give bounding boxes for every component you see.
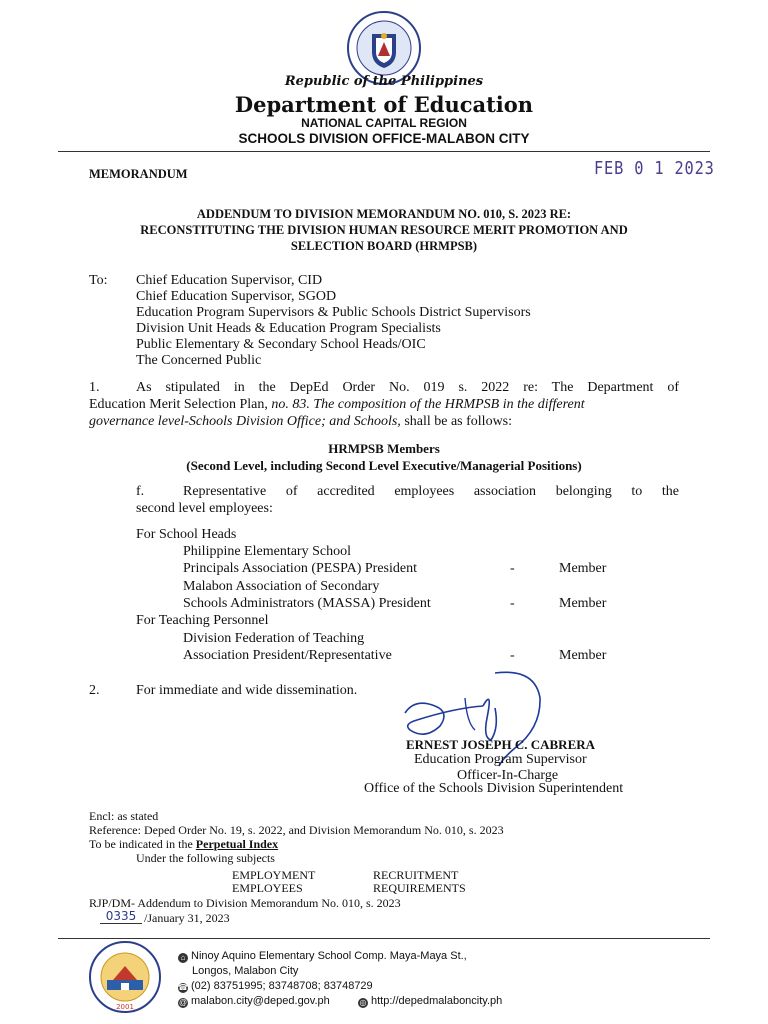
recipient-item: Education Program Supervisors & Public Schools District Supervisors [136,305,531,320]
email-link[interactable]: malabon.city@deped.gov.ph [191,995,330,1007]
date-stamp: FEB 0 1 2023 [594,158,715,179]
address-line-1: Ninoy Aquino Elementary School Comp. Maya-Maya St., [191,950,467,962]
phone-icon: ☎ [178,983,188,992]
footer-address-2: Longos, Malabon City [192,965,299,977]
globe-icon: ◎ [359,998,367,1007]
subjects-intro: Under the following subjects [136,851,275,865]
dash: - [510,561,515,576]
footer-website[interactable] [358,994,502,1008]
office-heading: SCHOOLS DIVISION OFFICE-MALABON CITY [238,131,530,146]
recipient-item: The Concerned Public [136,353,262,368]
recipient-item: Public Elementary & Secondary School Heads/OIC [136,337,426,352]
school-heads-label: For School Heads [136,527,237,542]
signatory-title-3: Office of the Schools Division Superintendent [364,781,624,796]
file-date: /January 31, 2023 [144,911,230,925]
paragraph-1-line-2-plain: Education Merit Selection Plan, [89,397,272,412]
signatory-title-2: Officer-In-Charge [457,768,559,783]
recipient-item: Chief Education Supervisor, CID [136,273,323,288]
region-heading: NATIONAL CAPITAL REGION [301,116,467,130]
phone-text: (02) 83751995; 83748708; 83748729 [191,980,373,992]
massa-line-1: Malabon Association of Secondary [183,579,380,594]
to-label: To: [89,273,108,288]
recipient-item: Division Unit Heads & Education Program Specialists [136,321,441,336]
paragraph-1-line-3 [89,414,512,431]
paragraph-1-number: 1. [89,380,100,395]
paragraph-1-line-3-italic: governance level-Schools Division Office; and Schools, [89,414,401,429]
sdo-malabon-logo [88,940,162,1014]
email-icon: @ [178,998,188,1007]
logo-year: 2001 [116,1003,134,1011]
footer-address-1 [178,949,467,963]
file-reference: RJP/DM- Addendum to Division Memorandum No. 010, s. 2023 [89,896,401,910]
federation-line-1: Division Federation of Teaching [183,631,365,646]
republic-heading: Republic of the Philippines [284,74,484,89]
header-divider [58,151,710,152]
department-heading: Department of Education [234,92,534,117]
subject-requirements: REQUIREMENTS [373,881,466,895]
paragraph-2-number: 2. [89,683,100,698]
item-line-2: second level employees: [136,501,273,516]
paragraph-1-line-2 [89,397,585,414]
enclosure-note: Encl: as stated [89,809,159,823]
paragraph-2-text: For immediate and wide dissemination. [136,683,358,698]
member-role: Member [559,596,607,611]
signatory-name: ERNEST JOSEPH C. CABRERA [406,737,596,752]
item-line-1: Representative of accredited employees association belonging to the [183,484,679,499]
subject-employment: EMPLOYMENT [232,868,316,882]
subject-employees: EMPLOYEES [232,881,303,895]
recipient-item: Chief Education Supervisor, SGOD [136,289,337,304]
members-subheading: (Second Level, including Second Level Executive/Managerial Positions) [186,458,582,473]
member-role: Member [559,561,607,576]
members-heading: HRMPSB Members [328,441,440,456]
signatory-title-1: Education Program Supervisor [414,752,587,767]
subject-line-1: ADDENDUM TO DIVISION MEMORANDUM NO. 010, S. 2023 RE: [196,207,572,221]
paragraph-1-line-1: As stipulated in the DepEd Order No. 019 s. 2022 re: The Department of [136,380,679,395]
subject-recruitment: RECRUITMENT [373,868,459,882]
footer-phone [178,979,373,993]
paragraph-1-line-3-plain: shall be as follows: [400,414,513,429]
subject-line-2: RECONSTITUTING THE DIVISION HUMAN RESOURCE MERIT PROMOTION AND [140,223,628,237]
pespa-line-1: Philippine Elementary School [183,544,351,559]
federation-line-2: Association President/Representative [183,648,392,663]
footer-email[interactable] [178,994,330,1008]
memorandum-label: MEMORANDUM [89,167,188,181]
paragraph-1-line-2-italic: no. 83. The composition of the HRMPSB in the different [271,397,585,412]
control-number: 0335 [100,909,142,924]
website-link[interactable]: http://depedmalaboncity.ph [371,995,503,1007]
pespa-line-2: Principals Association (PESPA) President [183,561,417,576]
member-role: Member [559,648,607,663]
item-letter: f. [136,484,145,499]
subject-line-3: SELECTION BOARD (HRMPSB) [290,239,478,253]
index-prefix: To be indicated in the [89,837,196,851]
index-note [89,838,278,851]
perpetual-index-label: Perpetual Index [195,837,279,851]
dash: - [510,648,515,663]
massa-line-2: Schools Administrators (MASSA) President [183,596,431,611]
teaching-label: For Teaching Personnel [136,613,269,628]
reference-note: Reference: Deped Order No. 19, s. 2022, and Division Memorandum No. 010, s. 2023 [89,823,504,837]
location-icon: ⌂ [178,953,188,963]
dash: - [510,596,515,611]
footer-divider [58,938,710,939]
